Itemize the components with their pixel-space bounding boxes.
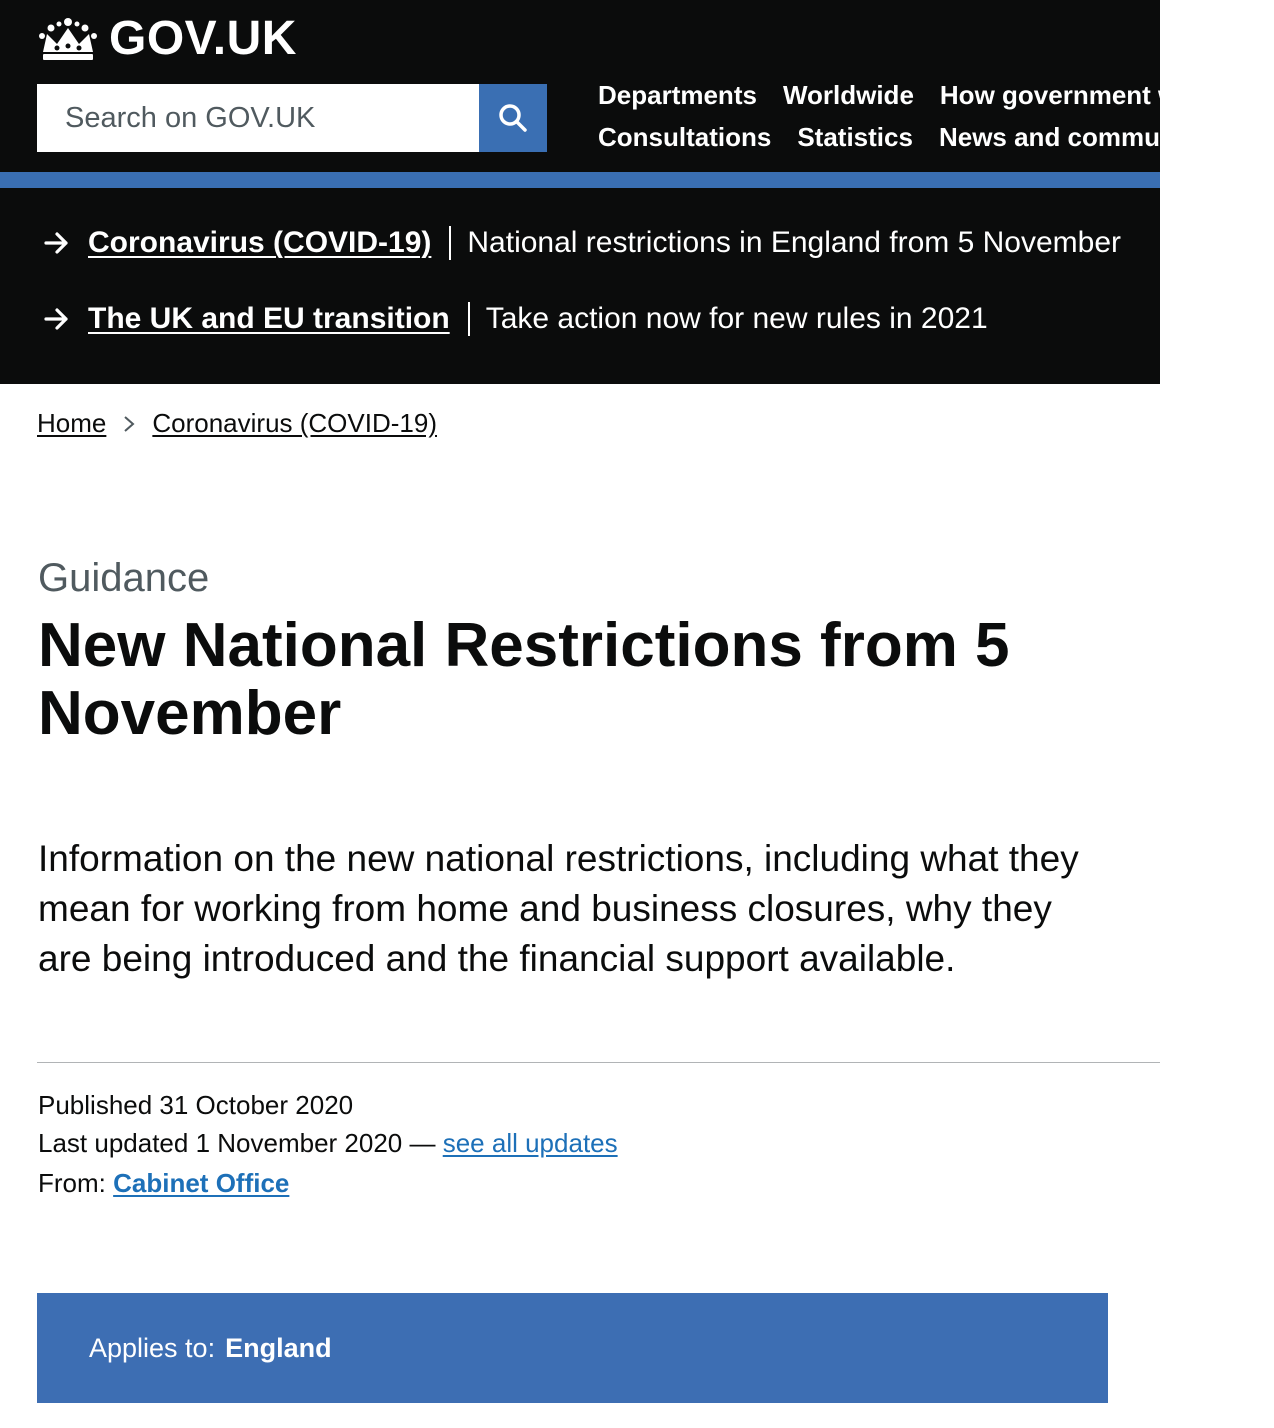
- nav-row: [598, 116, 1274, 158]
- chevron-right-icon: [122, 414, 136, 434]
- breadcrumb-coronavirus[interactable]: Coronavirus (COVID-19): [152, 408, 437, 438]
- banner-link-coronavirus[interactable]: Coronavirus (COVID-19): [88, 226, 432, 259]
- nav-row: [598, 74, 1234, 116]
- main-navigation: [598, 74, 1274, 158]
- banner-link-transition[interactable]: The UK and EU transition: [88, 302, 450, 335]
- applies-to-value: England: [225, 1332, 332, 1363]
- published-date: Published 31 October 2020: [38, 1090, 354, 1120]
- see-all-updates-link[interactable]: see all updates: [442, 1128, 618, 1158]
- nav-link-statistics[interactable]: Statistics: [797, 121, 913, 152]
- nav-link-departments[interactable]: Departments: [598, 79, 757, 110]
- nav-link-worldwide[interactable]: Worldwide: [782, 79, 914, 110]
- last-updated-text: Last updated 1 November 2020 —: [38, 1128, 436, 1158]
- arrow-right-icon: [42, 304, 72, 334]
- banner-text-transition: Take action now for new rules in 2021: [485, 302, 988, 335]
- banner-divider: [449, 226, 451, 260]
- search-button[interactable]: [479, 84, 547, 152]
- from-organisation: [38, 1168, 289, 1199]
- page-summary: Information on the new national restrictions, including what they mean for working from home and business closures, why they are being introduced and the financial support available.: [38, 838, 1079, 979]
- cabinet-office-link[interactable]: Cabinet Office: [113, 1168, 290, 1198]
- applies-to-box: [37, 1293, 1108, 1403]
- banner-divider: [468, 302, 470, 336]
- crown-icon: [37, 14, 99, 64]
- search-form: [37, 84, 547, 152]
- banner-item-coronavirus: [42, 226, 1121, 260]
- site-header: [0, 0, 1274, 172]
- page-title: New National Restrictions from 5 November: [38, 611, 1010, 748]
- applies-to-label: Applies to:: [89, 1332, 216, 1363]
- nav-link-how-government-works[interactable]: How government works: [939, 79, 1234, 110]
- page-caption: Guidance: [38, 556, 210, 600]
- govuk-logo-link[interactable]: [37, 14, 297, 64]
- logo-text: GOV.UK: [109, 12, 297, 65]
- nav-link-consultations[interactable]: Consultations: [598, 121, 772, 152]
- breadcrumb-home[interactable]: Home: [37, 408, 107, 438]
- from-label: From:: [38, 1168, 106, 1198]
- breadcrumb: [37, 408, 437, 439]
- nav-link-news-and-communications[interactable]: News and communications: [938, 121, 1274, 152]
- header-accent-bar: [0, 172, 1160, 188]
- banner-item-transition: [42, 302, 988, 336]
- search-icon: [497, 102, 529, 134]
- search-input[interactable]: [37, 84, 479, 152]
- divider: [37, 1062, 1160, 1063]
- banner-text-coronavirus: National restrictions in England from 5 November: [467, 226, 1122, 259]
- arrow-right-icon: [42, 228, 72, 258]
- last-updated: [38, 1128, 618, 1159]
- global-banner: [0, 188, 1160, 384]
